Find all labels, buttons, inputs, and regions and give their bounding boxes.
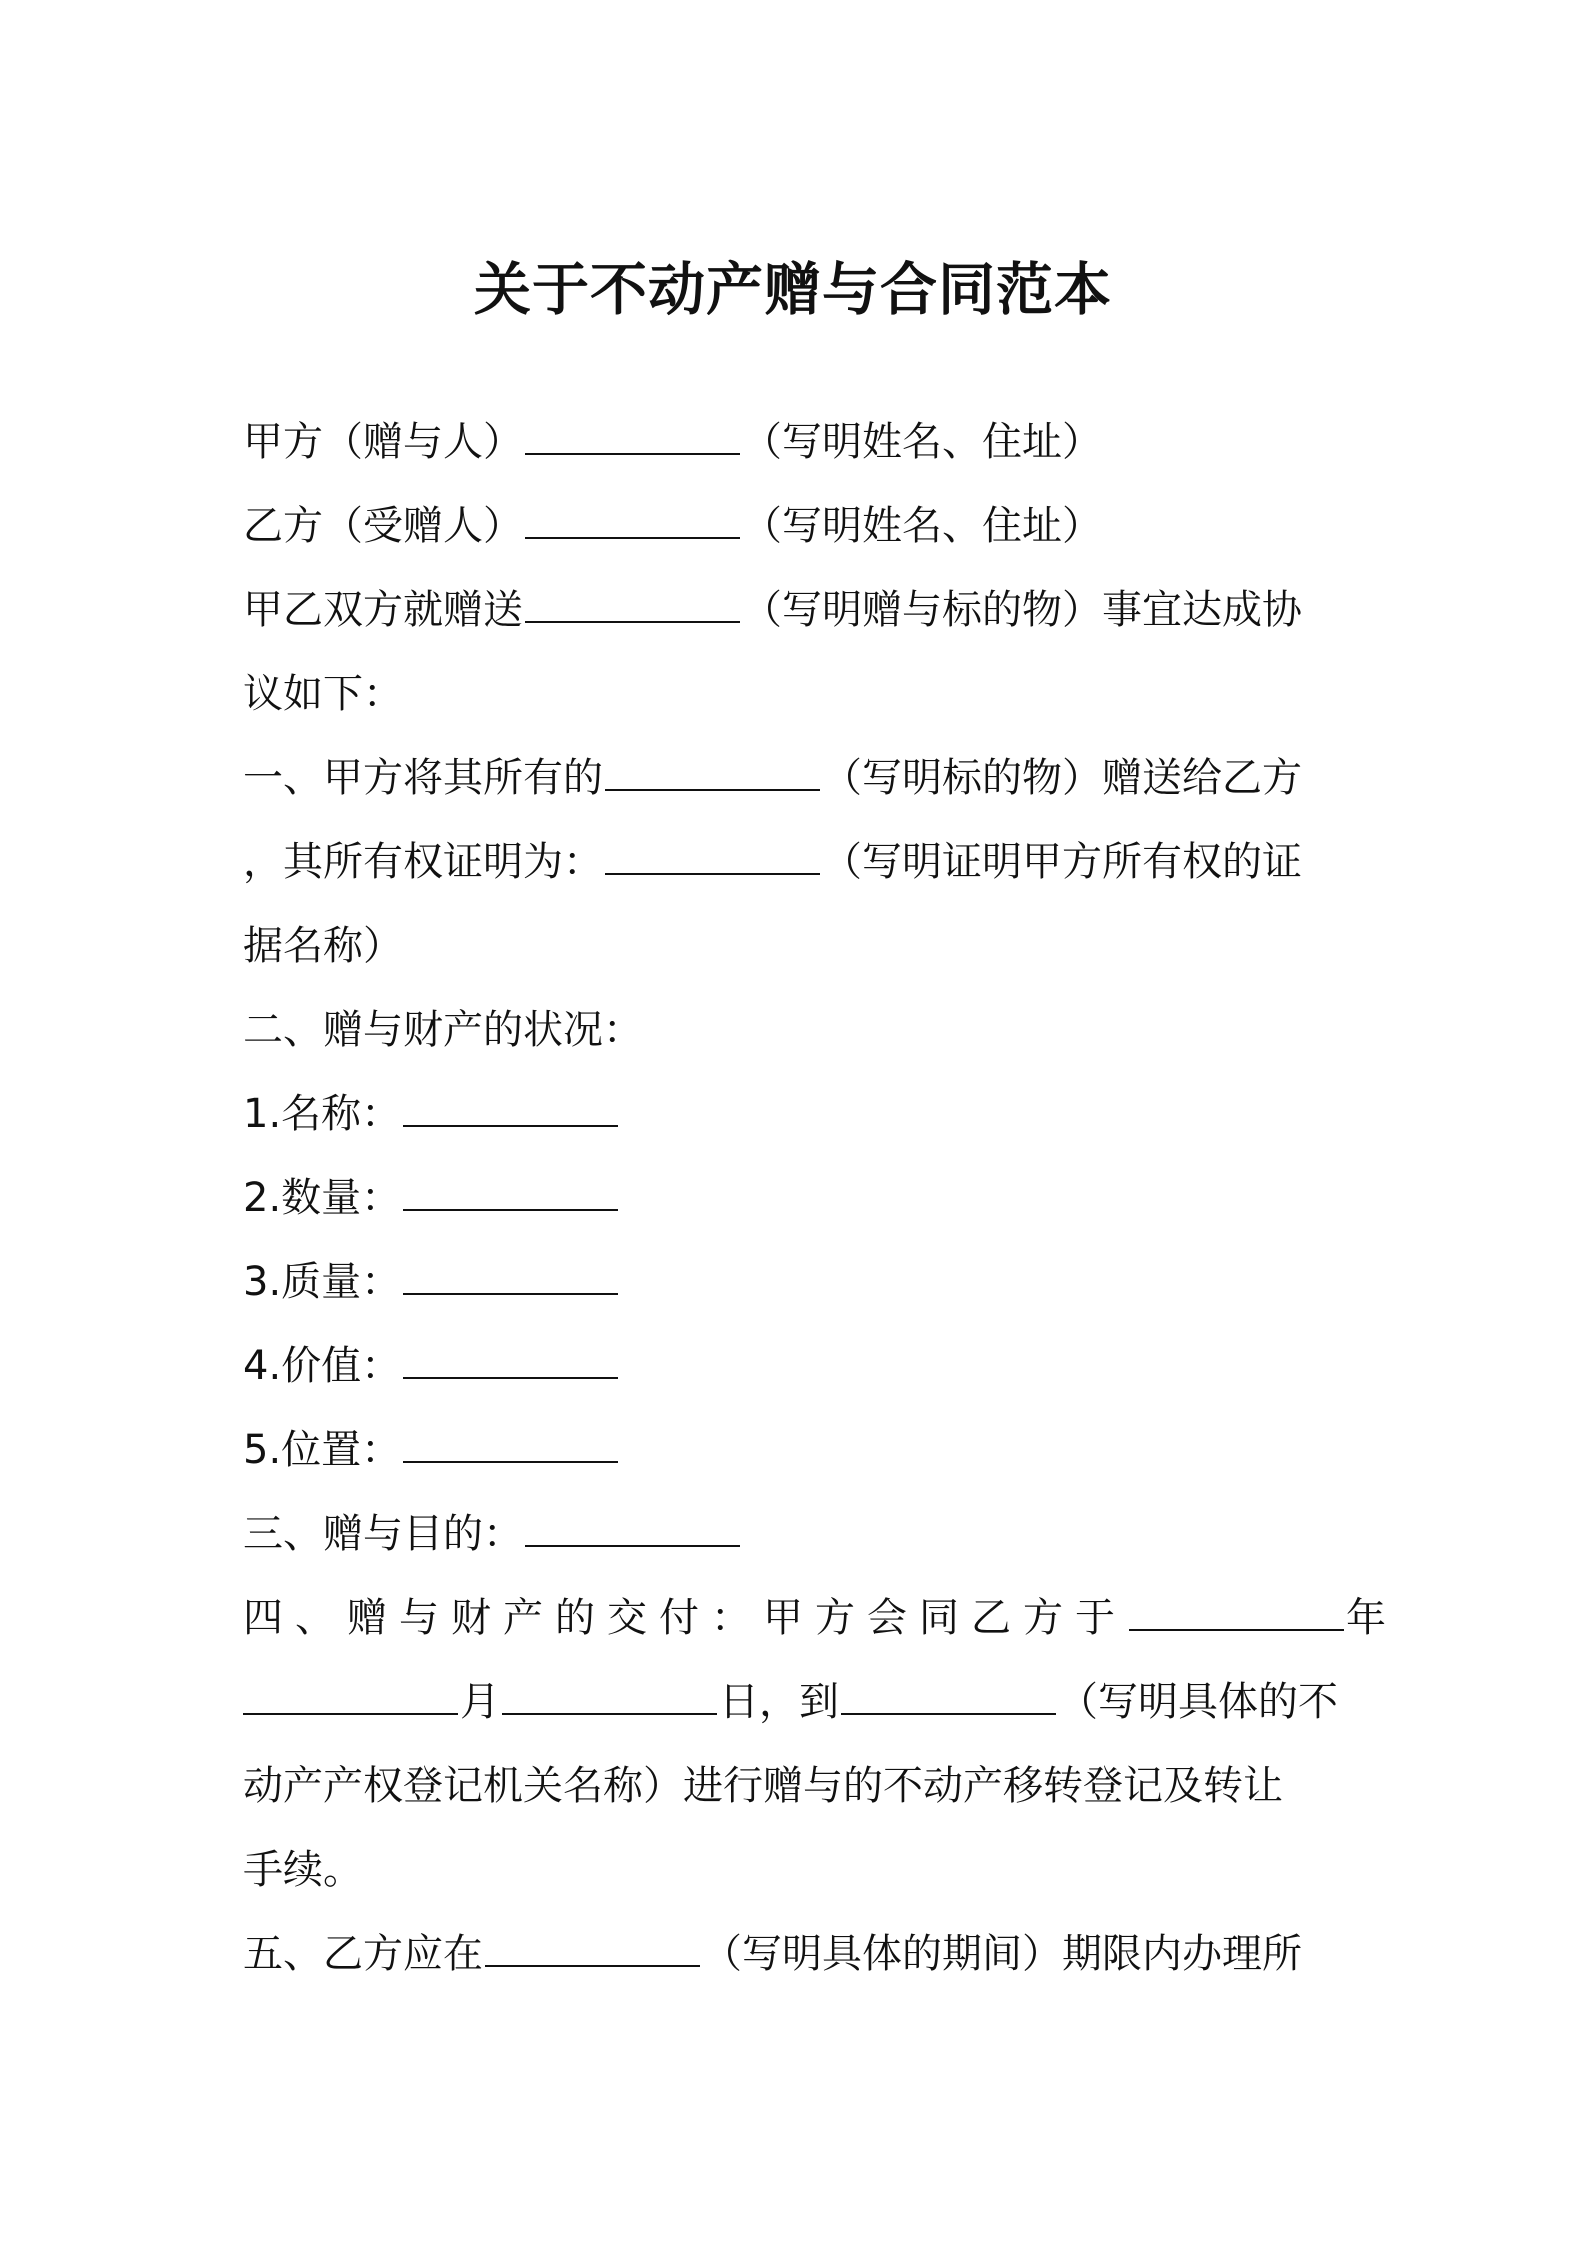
clause5-blank — [485, 1945, 700, 1967]
intro-cont: 议如下： — [243, 671, 403, 717]
party-a-label: 甲方（赠与人） — [243, 419, 523, 465]
party-a-hint: （写明姓名、住址） — [742, 419, 1102, 465]
party-a-line — [243, 400, 1358, 484]
clause5-line1 — [243, 1912, 1358, 1996]
intro-pre: 甲乙双方就赠送 — [243, 587, 523, 633]
clause5-pre: 五、乙方应在 — [243, 1931, 483, 1977]
clause4-day-blank — [502, 1693, 717, 1715]
intro-line — [243, 568, 1358, 652]
clause4-line4 — [243, 1828, 1358, 1912]
document-body — [243, 400, 1386, 1996]
clause4-line1-pre: 四、赠与财产的交付：甲方会同乙方于 — [243, 1595, 1127, 1641]
clause2-item-blank — [403, 1357, 618, 1379]
clause1-line2-pre: ，其所有权证明为： — [243, 839, 603, 885]
clause2-item-blank — [403, 1441, 618, 1463]
clause2-item-label: 5.位置： — [243, 1427, 402, 1473]
clause4-day-label: 日，到 — [719, 1679, 839, 1725]
clause2-item — [243, 1408, 1358, 1492]
clause3-label: 三、赠与目的： — [243, 1511, 523, 1557]
clause4-line1-end — [1127, 1576, 1386, 1660]
clause2-item — [243, 1072, 1358, 1156]
intro-post: （写明赠与标的物）事宜达成协 — [742, 587, 1302, 633]
party-b-line — [243, 484, 1358, 568]
clause4-line3 — [243, 1744, 1358, 1828]
party-a-blank — [525, 433, 740, 455]
clause1-line3-text: 据名称） — [243, 923, 403, 969]
intro-blank — [525, 601, 740, 623]
clause3-line — [243, 1492, 1358, 1576]
party-b-label: 乙方（受赠人） — [243, 503, 523, 549]
clause2-item-label: 1.名称： — [243, 1091, 402, 1137]
clause2-item-blank — [403, 1273, 618, 1295]
clause4-office-blank — [841, 1693, 1056, 1715]
clause1-blank — [605, 769, 820, 791]
clause3-blank — [525, 1525, 740, 1547]
clause2-item-label: 3.质量： — [243, 1259, 402, 1305]
clause2-item — [243, 1240, 1358, 1324]
clause2-heading-text: 二、赠与财产的状况： — [243, 1007, 643, 1053]
clause1-line3 — [243, 904, 1358, 988]
clause4-month-blank — [243, 1693, 458, 1715]
clause4-line3-text: 动产产权登记机关名称）进行赠与的不动产移转登记及转让 — [243, 1763, 1283, 1809]
clause2-item — [243, 1156, 1358, 1240]
clause2-item-label: 2.数量： — [243, 1175, 402, 1221]
clause4-year-blank — [1129, 1609, 1344, 1631]
clause2-item — [243, 1324, 1358, 1408]
clause1-post: （写明标的物）赠送给乙方 — [822, 755, 1302, 801]
clause1-line2-post: （写明证明甲方所有权的证 — [822, 839, 1302, 885]
clause4-line1 — [243, 1576, 1386, 1660]
clause5-post: （写明具体的期间）期限内办理所 — [702, 1931, 1302, 1977]
clause2-item-blank — [403, 1189, 618, 1211]
party-b-hint: （写明姓名、住址） — [742, 503, 1102, 549]
clause4-month-label: 月 — [460, 1679, 500, 1725]
clause4-line4-text: 手续。 — [243, 1847, 363, 1893]
clause4-line2-post: （写明具体的不 — [1058, 1679, 1338, 1725]
party-b-blank — [525, 517, 740, 539]
clause1-line1 — [243, 736, 1358, 820]
clause1-pre: 一、甲方将其所有的 — [243, 755, 603, 801]
clause2-item-label: 4.价值： — [243, 1343, 402, 1389]
clause4-year-label: 年 — [1346, 1595, 1386, 1641]
clause4-line2 — [243, 1660, 1358, 1744]
clause1-line2 — [243, 820, 1358, 904]
document-title: 关于不动产赠与合同范本 — [474, 257, 1112, 323]
clause1-proof-blank — [605, 853, 820, 875]
intro-cont-line — [243, 652, 1358, 736]
clause2-heading — [243, 988, 1358, 1072]
clause2-item-blank — [403, 1105, 618, 1127]
